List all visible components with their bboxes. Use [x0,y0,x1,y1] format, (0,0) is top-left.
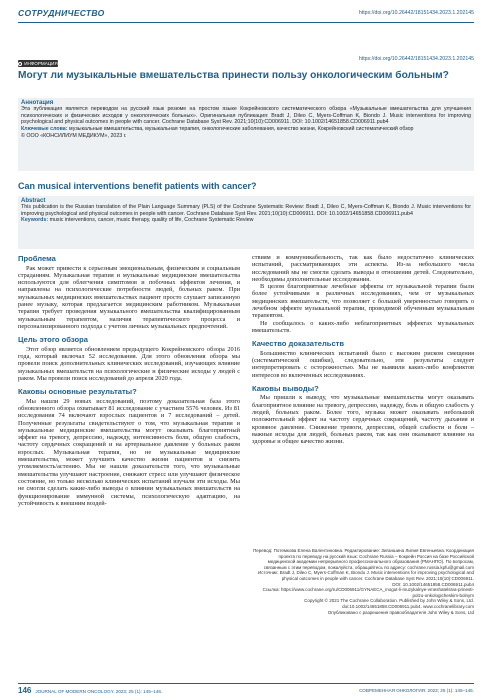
keywords-ru-label: Ключевые слова: [21,126,68,133]
paragraph-results: Мы нашли 29 новых исследований, поэтому доказательная база этого обновленного обзора охватывает 81 исследование с участием 5576 человек. Из 81 исследования 74 включают взрослых пациентов и 7 исследований – детей. Полученные результаты свидетельствуют о том, что музыкальная терапия и музыкальные медицинские вмешательства могут оказывать благоприятный эффект на тревогу, депрессию, надежду, интенсивность боли, общую слабость, частоту сердечных сокращений и на артериальное давление у больных раком взрослых. Музыкальная терапия, но не музыкальные медицинские вмешательства, может улучшить качество жизни пациентов и снизить утомляемость/астению. Мы не нашли доказательств того, что музыкальные вмешательства улучшают настроение, снижают стресс или улучшают физическое состояние, но только несколько клинических испытаний изучали эти исходы. Мы не смогли сделать какие-либо выводы о влиянии музыкальных вмешательств на функционирование иммунной системы, психологическую адаптацию, на устойчивость к внешним воздей- [18,397,240,507]
paragraph-problem: Рак может привести к серьезным эмоциональным, физическим и социальным страданиям. Музыкальная терапия и музыкальные медицинские вмешательства используются для облегчения симптомов и побочных эффектов лечения, и направлены на психологические потребности людей, больных раком. При музыкальных медицинских вмешательствах пациент просто слушает записанную ранее музыку, которая предлагается медицинским работником. Музыкальная терапия требует проведения музыкального вмешательства квалифицированным музыкальным терапевтом, наличия терапевтического процесса и персонализированного подхода с учетом личных музыкальных предпочтений. [18,264,240,330]
abstract-ru [18,98,474,171]
page-number: 146 [18,686,32,695]
note-copyright: Copyright © 2021 The Cochrane Collaboration. Published by John Wiley & Sons, Ltd. doi:10.1002/14651858.CD006911.pub4. www.cochranelibrary.com [304,598,474,609]
abstract-en-heading: Abstract [21,198,46,204]
section-label: СОТРУДНИЧЕСТВО [18,8,105,18]
paragraph-results-cont: ствиям и коммуникабельность, так как было недостаточно клинических испытаний, рассматривающих эти аспекты. Из-за небольшого числа исследований мы не смогли сделать выводы в отношении детей. Следовательно, необходимы дополнительные исследования. [252,254,474,283]
heading-results: Каковы основные результаты? [18,387,137,397]
note-source: Источник: Bradt J, Dileo C, Myers-Coffman K, Biondo J. Music interventions for improving psychological and physical outcomes in people with cancer. Cochrane Database Syst Rev. 2021;10(10):CD006911. [258,570,474,581]
copyright-ru: © ООО «КОНСИЛИУМ МЕДИКУМ», 2023 г. [21,132,127,139]
header-rule [18,22,474,23]
heading-quality: Качество доказательств [252,339,345,349]
keywords-en-text: music interventions, cancer, music therapy, quality of life, Cochrane Systematic Review [48,217,254,224]
abstract-en [18,196,474,249]
heading-problem: Проблема [18,254,56,263]
article-title-ru: Могут ли музыкальные вмешательства принести пользу онкологическим больным? [18,70,449,81]
paragraph-effects: В целом благоприятные лечебные эффекты от музыкальной терапии были более устойчивыми в различных исследованиях, чем от музыкальных медицинских вмешательств, что позволяет с большей уверенностью говорить о лечебном эффекте музыкальной терапии, проводимой обученным музыкальным терапевтом. [252,283,474,320]
heading-aim: Цель этого обзора [18,335,88,345]
footer-left [18,686,162,695]
footer-journal-ru: СОВРЕМЕННАЯ ОНКОЛОГИЯ. 2023; 25 (1): 145–146. [359,688,474,693]
article-title-en: Can musical interventions benefit patients with cancer? [18,181,257,191]
note-link[interactable]: Ссылка: https://www.cochrane.org/ru/CD006911/GYNAECA_mogut-li-muzykalnye-vmeshatelstva-prinesti-polzu-onkologicheskim-bolnym [262,587,474,598]
article-doi-link[interactable]: https://doi.org/10.26442/18151434.2023.1.202145 [358,56,474,62]
running-footer [18,686,474,695]
running-header [18,6,474,20]
note-translation: Перевод: Потемкова Елена Валентиновна. Редактирование: Зиганшина Лилия Евгеньевна. Координация проекта по переводу на русский язык: Cochrane Russia – Кокрейн Россия на базе Российской медицинской академии непрерывного профессионального образования (РМАНПО). По вопросам, связанным с этим переводом, пожалуйста, обращайтесь по адресу: cochrane.russia.kpfu@gmail.com [253,548,474,570]
info-badge [18,60,58,67]
paragraph-quality: Большинство клинических испытаний было с высоким риском смещения (систематической ошибки), следовательно, эти результаты следует интерпретировать с осторожностью. Мы не выявили каких-либо конфликтов интересов во включенных исследованиях. [252,349,474,379]
footer-journal-en: JOURNAL OF MODERN ONCOLOGY. 2023; 25 (1): 145–146. [35,689,163,694]
abstract-en-text: This publication is the Russian translation of the Plain Language Summary (PLS) of the Cochrane Systematic Review: Bradt J, Dileo C, Myers-Coffman K, Biondo J. Music interventions for improving psychological and physical outcomes in people with cancer. Cochrane Database Syst Rev. 2021;10(10):CD006911. DOI: 10.1002/14651858.CD006911.pub4 [21,204,471,217]
paragraph-aim: Этот обзор является обновлением предыдущего Кокрейновского обзора 2016 года, который включал 52 исследования. Для этого обновления обзора мы провели поиск дополнительных клинических исследований, изучающих влияние музыкальных вмешательств на психологические и физические исходы у людей с раком. Мы провели поиск исследований до апреля 2020 года. [18,345,240,382]
keywords-ru-text: музыкальные вмешательства, музыкальная терапия, онкологические заболевания, качество жизни, Кокрейновский систематический обзор [67,126,414,133]
abstract-ru-text: Эта публикация является переводом на русский язык резюме на простом языке Кокрейновского систематического обзора «Музыкальные вмешательства для улучшения психологических и физических исходов у онкологических больных». Оригинальная публикация: Bradt J, Dileo C, Myers-Coffman K, Biondo J. Music interventions for improving psychological and physical outcomes in people with cancer. Cochrane Database Syst Rev. 2021;10(10):CD006911. DOI: 10.1002/14651858.CD006911.pub4 [21,106,471,126]
keywords-en-label: Keywords: [21,217,49,224]
header-doi-link[interactable]: https://doi.org/10.26442/18151434.2023.1.202145 [358,10,474,16]
abstract-ru-heading: Аннотация [21,100,54,106]
note-doi: DOI: 10.1002/14651858.CD006911.pub4 [392,581,474,587]
keywords-en [21,217,471,224]
note-permission: Опубликовано с разрешения правообладателя John Wiley & Sons, Ltd [327,609,474,615]
info-badge-label: ИНФОРМАЦИЯ [24,61,58,66]
right-column [252,254,474,446]
paragraph-conclusions: Мы пришли к выводу, что музыкальные вмешательства могут оказывать благоприятное влияние на тревогу, депрессию, надежду, боль и общую слабость у людей, больных раком. Более того, музыка может оказывать небольшой положительный эффект на частоту сердечных сокращений, частоту дыхания и кровяное давление. Снижение тревоги, депрессии, общей слабости и боли – важные исходы для людей, больных раком, так как они оказывают влияние на здоровье и общее качество жизни. [252,394,474,446]
left-column [18,254,240,507]
paragraph-adverse: Не сообщалось о каких-либо неблагоприятных эффектах музыкальных вмешательств. [252,319,474,334]
keywords-ru [21,126,471,133]
info-icon [18,62,22,66]
translation-notes [252,548,474,615]
heading-conclusions: Каковы выводы? [252,383,319,393]
footer-rule [18,683,474,684]
